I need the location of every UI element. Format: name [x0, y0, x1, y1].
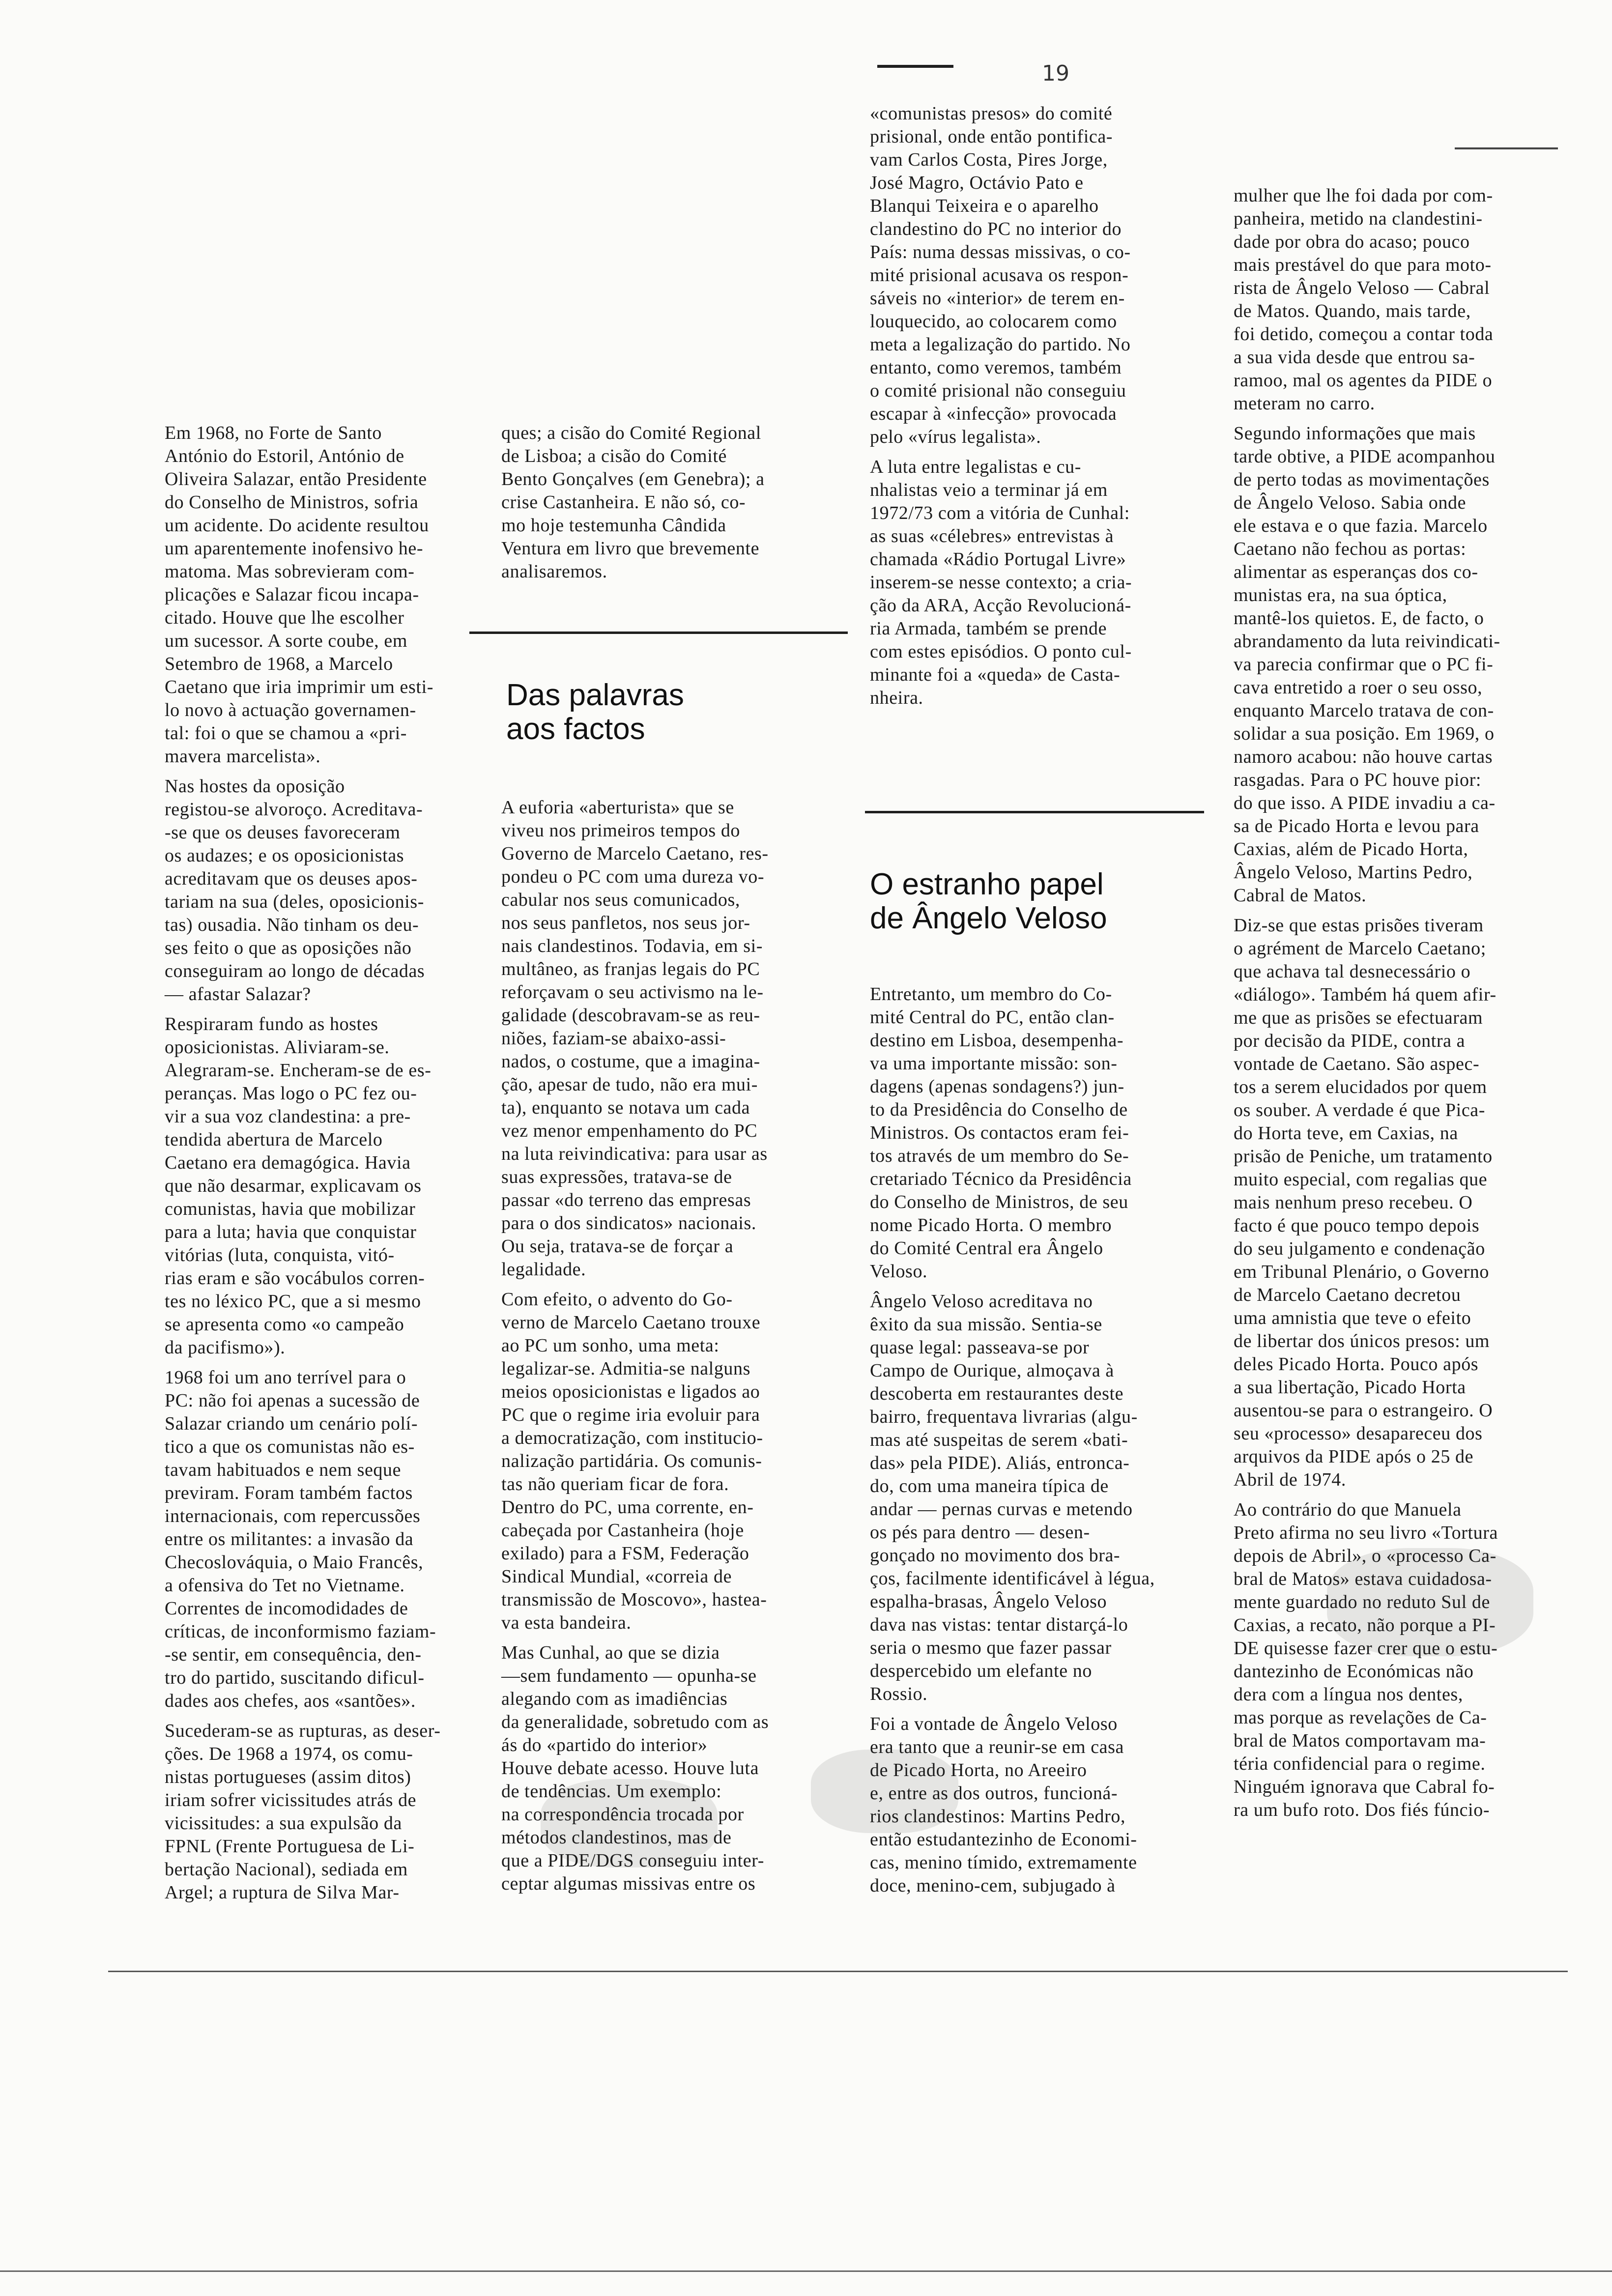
header-rule: [877, 65, 953, 68]
paragraph: Sucederam-se as rupturas, as deser- ções. De 1968 a 1974, os comu- nistas portugueses (assim ditos) iriam sofrer vicissitudes atrás de vicissitudes: a sua expulsão da FPNL (Frente Portuguesa de Li- bertação Nacional), sediada em Argel; a ruptura de Silva Mar-: [165, 1721, 441, 1903]
paragraph: 1968 foi um ano terrível para o PC: não foi apenas a sucessão de Salazar criando um cenário polí- tico a que os comunistas não es- tavam habituados e nem seque previram. Foram também factos internacionais, com repercussões entre os militantes: a invasão da Checoslováquia, o Maio Francês, a ofensiva do Tet no Vietname. Correntes de incomodidades de críticas, de inconformismo faziam- -se sentir, em consequência, den- tro do partido, suscitando dificul- dades aos chefes, aos «santões».: [165, 1367, 436, 1711]
paragraph: Segundo informações que mais tarde obtive, a PIDE acompanhou de perto todas as movimentações de Ângelo Veloso. Sabia onde ele estava e o que fazia. Marcelo Caetano não fechou as portas: alimentar as esperanças dos co- munistas era, na sua óptica, mantê-los quietos. E, de facto, o abrandamento da luta reivindicati- va parecia confirmar que o PC fi- cava entretido a roer o seu osso, enquanto Marcelo tratava de con- solidar a sua posição. Em 1969, o namoro acabou: não houve cartas rasgadas. Para o PC houve pior: do que isso. A PIDE invadiu a ca- sa de Picado Horta e levou para Caxias, além de Picado Horta, Ângelo Veloso, Martins Pedro, Cabral de Matos.: [1234, 423, 1500, 906]
page-edge-rule: [0, 2270, 1612, 2272]
section-divider-rule: [469, 631, 848, 634]
scan-noise: [1327, 1548, 1533, 1656]
page-mark: 19: [1042, 61, 1069, 86]
paragraph: «comunistas presos» do comité prisional, onde então pontifica- vam Carlos Costa, Pires Jorge, José Magro, Octávio Pato e Blanqui Teixeira e o aparelho clandestino do PC no interior do País: numa dessas missivas, o co- mité prisional acusava os respon- sáveis no «interior» de terem en- louquecido, ao colocarem como meta a legalização do partido. No entanto, como veremos, também o comité prisional não conseguiu escapar à «infecção» provocada pelo «vírus legalista».: [870, 103, 1131, 447]
paragraph: Em 1968, no Forte de Santo António do Estoril, António de Oliveira Salazar, então Presidente do Conselho de Ministros, sofria um acidente. Do acidente resultou um aparentemente inofensivo he- matoma. Mas sobrevieram com- plicações e Salazar ficou incapa- citado. Houve que lhe escolher um sucessor. A sorte coube, em Setembro de 1968, a Marcelo Caetano que iria imprimir um esti- lo novo à actuação governamen- tal: foi o que se chamou a «pri- mavera marcelista».: [165, 423, 433, 767]
column-2-top: [501, 422, 835, 590]
top-right-rule: [1455, 147, 1558, 149]
paragraph: mulher que lhe foi dada por com- panheira, metido na clandestini- dade por obra do acaso; pouco mais prestável do que para moto- rista de Ângelo Veloso — Cabral de Matos. Quando, mais tarde, foi detido, começou a contar toda a sua vida desde que entrou sa- ramoo, mal os agentes da PIDE o meteram no carro.: [1234, 185, 1494, 414]
paragraph: Ângelo Veloso acreditava no êxito da sua missão. Sentia-se quase legal: passeava-se por Campo de Ourique, almoçava à descoberta em restaurantes deste bairro, frequentava livrarias (algu- mas até suspeitas de serem «bati- das» pela PIDE). Aliás, entronca- do, com uma maneira típica de andar — pernas curvas e metendo os pés para dentro — desen- gonçado no movimento dos bra- ços, facilmente identificável à légua, espalha-brasas, Ângelo Veloso dava nas vistas: tentar distarçá-lo seria o mesmo que fazer passar despercebido um elefante no Rossio.: [870, 1291, 1155, 1704]
column-2-main: [501, 796, 835, 1902]
paragraph: Nas hostes da oposição registou-se alvoroço. Acreditava- -se que os deuses favoreceram os audazes; e os oposicionistas acreditavam que os deuses apos- tariam na sua (deles, oposicionis- tas) ousadia. Não tinham os deu- ses feito o que as oposições não conseguiram ao longo de décadas — afastar Salazar?: [165, 776, 425, 1004]
column-1: [165, 422, 474, 1911]
scan-noise: [811, 1750, 958, 1833]
paragraph: Mas Cunhal, ao que se dizia —sem fundamento — opunha-se alegando com as imadiências da generalidade, sobretudo com as ás do «partido do interior» Houve debate acesso. Houve luta de tendências. Um exemplo: na correspondência trocada por métodos clandestinos, mas de que a PIDE/DGS conseguiu inter- ceptar algumas missivas entre os: [501, 1642, 769, 1894]
section-divider-rule: [865, 811, 1204, 813]
headline-das-palavras: Das palavras aos factos: [506, 678, 684, 746]
paragraph: ques; a cisão do Comité Regional de Lisboa; a cisão do Comité Bento Gonçalves (em Genebra); a crise Castanheira. E não só, co- mo hoje testemunha Cândida Ventura em livro que brevemente analisaremos.: [501, 423, 765, 582]
headline-estranho-papel: O estranho papel de Ângelo Veloso: [870, 867, 1107, 936]
paragraph: Foi a vontade de Ângelo Veloso era tanto que a reunir-se em casa de Picado Horta, no Areeiro e, entre as dos outros, funcioná- rios clandestinos: Martins Pedro, então estudantezinho de Economi- cas, menino tímido, extremamente doce, menino-cem, subjugado à: [870, 1714, 1137, 1896]
scan-noise: [541, 1779, 718, 1867]
paragraph: Diz-se que estas prisões tiveram o agrément de Marcelo Caetano; que achava tal desnecessário o «diálogo». Também há quem afir- me que as prisões se efectuaram por decisão da PIDE, contra a vontade de Caetano. São aspec- tos a serem elucidados por quem os souber. A verdade é que Pica- do Horta teve, em Caxias, na prisão de Peniche, um tratamento muito especial, com regalias que mais nenhum preso recebeu. O facto é que pouco tempo depois do seu julgamento e condenação em Tribunal Plenário, o Governo de Marcelo Caetano decretou uma amnistia que teve o efeito de libertar dos únicos presos: um deles Picado Horta. Pouco após a sua libertação, Picado Horta ausentou-se para o estrangeiro. O seu «processo» desapareceu dos arquivos da PIDE após o 25 de Abril de 1974.: [1234, 915, 1497, 1490]
paragraph: Entretanto, um membro do Co- mité Central do PC, então clan- destino em Lisboa, desempenha- va uma importante missão: son- dagens (apenas sondagens?) jun- to da Presidência do Conselho de Ministros. Os contactos eram fei- tos através de um membro do Se- cretariado Técnico da Presidência do Conselho de Ministros, de seu nome Picado Horta. O membro do Comité Central era Ângelo Veloso.: [870, 984, 1132, 1282]
paragraph: A luta entre legalistas e cu- nhalistas veio a terminar já em 1972/73 com a vitória de Cunhal: as suas «célebres» entrevistas à chamada «Rádio Portugal Livre» inserem-se nesse contexto; a cria- ção da ARA, Acção Revolucioná- ria Armada, também se prende com estes episódios. O ponto cul- minante foi a «queda» de Casta- nheira.: [870, 457, 1132, 708]
paragraph: Ao contrário do que Manuela Preto afirma no seu livro «Tortura depois de Abril», o «processo Ca- bral de Matos» estava cuidadosa- mente guardado no reduto Sul de Caxias, a recato, não porque a PI- DE quisesse fazer crer que o estu- dantezinho de Económicas não dera com a língua nos dentes, mas porque as revelações de Ca- bral de Matos comportavam ma- téria confidencial para o regime. Ninguém ignorava que Cabral fo- ra um bufo roto. Dos fiés fúncio-: [1234, 1499, 1498, 1820]
paragraph: Com efeito, o advento do Go- verno de Marcelo Caetano trouxe ao PC um sonho, uma meta: legalizar-se. Admitia-se nalguns meios oposicionistas e ligados ao PC que o regime iria evoluir para a democratização, com institucio- nalização partidária. Os comunis- tas não queriam ficar de fora. Dentro do PC, uma corrente, en- cabeçada por Castanheira (hoje exilado) para a FSM, Federação Sindical Mundial, «correia de transmissão de Moscovo», hastea- va esta bandeira.: [501, 1289, 767, 1633]
paragraph: A euforia «aberturista» que se viveu nos primeiros tempos do Governo de Marcelo Caetano, res- pondeu o PC com uma dureza vo- cabular nos seus comunicados, nos seus panfletos, nos seus jor- nais clandestinos. Todavia, em si- multâneo, as franjas legais do PC reforçavam o seu activismo na le- galidade (descobravam-se as reu- niões, faziam-se abaixo-assi- nados, o costume, que a imagina- ção, apesar de tudo, não era mui- ta), enquanto se notava um cada vez menor empenhamento do PC na luta reivindicativa: para usar as suas expressões, tratava-se de passar «do terreno das empresas para o dos sindicatos» nacionais. Ou seja, tratava-se de forçar a legalidade.: [501, 797, 769, 1280]
bottom-rule: [108, 1971, 1568, 1972]
column-3-top: [870, 102, 1209, 717]
paragraph: Respiraram fundo as hostes oposicionistas. Aliviaram-se. Alegraram-se. Encheram-se de es- peranças. Mas logo o PC fez ou- vir a sua voz clandestina: a pre- tendida abertura de Marcelo Caetano era demagógica. Havia que não desarmar, explicavam os comunistas, havia que mobilizar para a luta; havia que conquistar vitórias (luta, conquista, vitó- rias eram e são vocábulos corren- tes no léxico PC, que a si mesmo se apresenta como «o campeão da pacifismo»).: [165, 1014, 432, 1358]
